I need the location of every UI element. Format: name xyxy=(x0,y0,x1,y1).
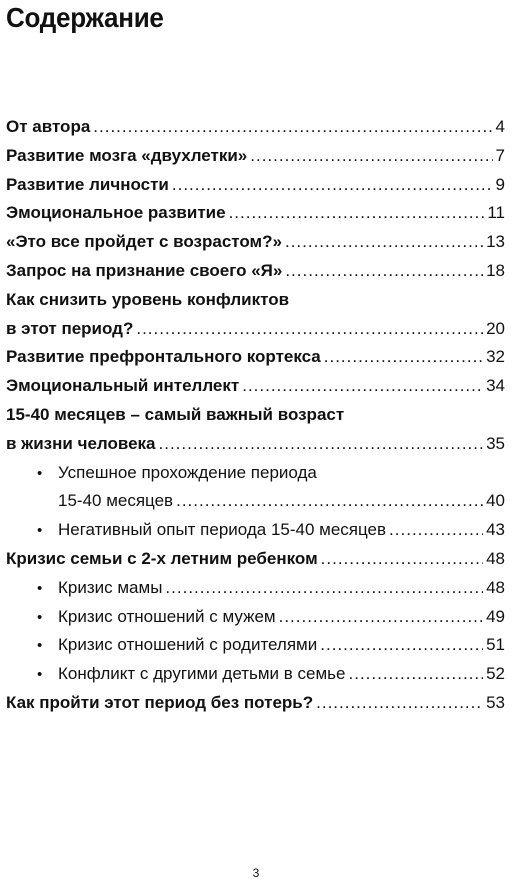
dot-leader xyxy=(324,343,483,372)
dot-leader xyxy=(93,113,492,142)
toc-entry[interactable] xyxy=(6,142,505,171)
page-number: 3 xyxy=(252,866,260,880)
toc-entry-page: 32 xyxy=(486,347,505,367)
bullet-icon: • xyxy=(37,666,43,684)
toc-entry-label: в жизни человека xyxy=(6,433,156,453)
toc-entry-page: 34 xyxy=(486,376,505,396)
dot-leader xyxy=(285,228,483,257)
toc-entry-page: 11 xyxy=(487,203,505,223)
bullet-icon: • xyxy=(37,579,43,597)
dot-leader xyxy=(285,257,483,286)
toc-entry-label-line1: Успешное прохождение периода xyxy=(58,462,317,482)
toc-entry-label: Негативный опыт периода 15-40 месяцев xyxy=(58,520,387,540)
toc-subentry[interactable] xyxy=(6,603,505,632)
toc-entry[interactable] xyxy=(6,689,505,718)
dot-leader xyxy=(229,199,485,228)
toc-entry-label: Развитие личности xyxy=(6,174,169,194)
toc-entry-label: Развитие префронтального кортекса xyxy=(6,347,321,367)
table-of-contents xyxy=(6,113,505,718)
toc-entry[interactable] xyxy=(6,401,505,459)
toc-entry-label: Эмоциональный интеллект xyxy=(6,376,240,396)
toc-entry-label: «Это все пройдет с возрастом?» xyxy=(6,232,282,252)
bullet-icon: • xyxy=(37,608,43,626)
toc-entry-page: 35 xyxy=(486,433,505,453)
toc-entry[interactable] xyxy=(6,545,505,574)
dot-leader xyxy=(159,430,484,459)
toc-entry[interactable] xyxy=(6,171,505,200)
toc-entry-label: в этот период? xyxy=(6,318,134,338)
toc-entry-page: 51 xyxy=(486,635,505,655)
toc-entry-label: Конфликт с другими детьми в семье xyxy=(58,664,346,684)
toc-entry[interactable] xyxy=(6,257,505,286)
toc-entry-page: 43 xyxy=(486,520,505,540)
toc-entry-page: 18 xyxy=(486,260,505,280)
toc-entry-label: Кризис мамы xyxy=(58,577,163,597)
dot-leader xyxy=(172,171,493,200)
toc-entry[interactable] xyxy=(6,113,505,142)
dot-leader xyxy=(321,545,483,574)
dot-leader xyxy=(242,372,483,401)
toc-entry-label: Кризис отношений с мужем xyxy=(58,606,276,626)
toc-subentry[interactable] xyxy=(6,631,505,660)
toc-entry-page: 52 xyxy=(486,664,505,684)
toc-entry-label: Кризис отношений с родителями xyxy=(58,635,318,655)
toc-entry-label: От автора xyxy=(6,117,91,136)
toc-subentry[interactable] xyxy=(6,660,505,689)
toc-entry-page: 48 xyxy=(486,577,505,597)
dot-leader xyxy=(349,660,484,689)
toc-subentry[interactable] xyxy=(6,574,505,603)
toc-entry[interactable] xyxy=(6,343,505,372)
bullet-icon: • xyxy=(37,464,43,482)
dot-leader xyxy=(320,631,483,660)
toc-entry-label: Кризис семьи с 2-х летним ребенком xyxy=(6,548,318,568)
toc-entry-label-line1: 15-40 месяцев – самый важный возраст xyxy=(6,404,345,424)
toc-subentry[interactable] xyxy=(6,516,505,545)
page-title: Содержание xyxy=(6,2,164,33)
toc-entry-page: 13 xyxy=(486,232,505,252)
toc-entry-label: 15-40 месяцев xyxy=(58,491,174,511)
toc-entry-page: 48 xyxy=(486,548,505,568)
dot-leader xyxy=(176,487,483,516)
dot-leader xyxy=(165,574,483,603)
toc-entry-page: 7 xyxy=(495,145,505,165)
toc-entry-page: 9 xyxy=(495,174,505,194)
toc-entry-page: 53 xyxy=(486,692,505,712)
dot-leader xyxy=(279,603,483,632)
bullet-icon: • xyxy=(37,522,43,540)
dot-leader xyxy=(250,142,492,171)
toc-entry-page: 20 xyxy=(486,318,505,338)
bullet-icon: • xyxy=(37,637,43,655)
toc-entry-label: Развитие мозга «двухлетки» xyxy=(6,145,248,165)
toc-entry-page: 49 xyxy=(486,606,505,626)
toc-entry-label-line1: Как снизить уровень конфликтов xyxy=(6,289,290,309)
dot-leader xyxy=(136,315,483,344)
toc-entry-label: Как пройти этот период без потерь? xyxy=(6,692,314,712)
toc-entry-page: 40 xyxy=(486,491,505,511)
toc-entry-page: 4 xyxy=(495,117,505,136)
toc-entry-label: Эмоциональное развитие xyxy=(6,203,226,223)
toc-entry[interactable] xyxy=(6,228,505,257)
toc-entry[interactable] xyxy=(6,199,505,228)
dot-leader xyxy=(389,516,483,545)
toc-entry-label: Запрос на признание своего «Я» xyxy=(6,260,283,280)
toc-subentry[interactable] xyxy=(6,459,505,517)
dot-leader xyxy=(316,689,483,718)
toc-entry[interactable] xyxy=(6,286,505,344)
toc-entry[interactable] xyxy=(6,372,505,401)
